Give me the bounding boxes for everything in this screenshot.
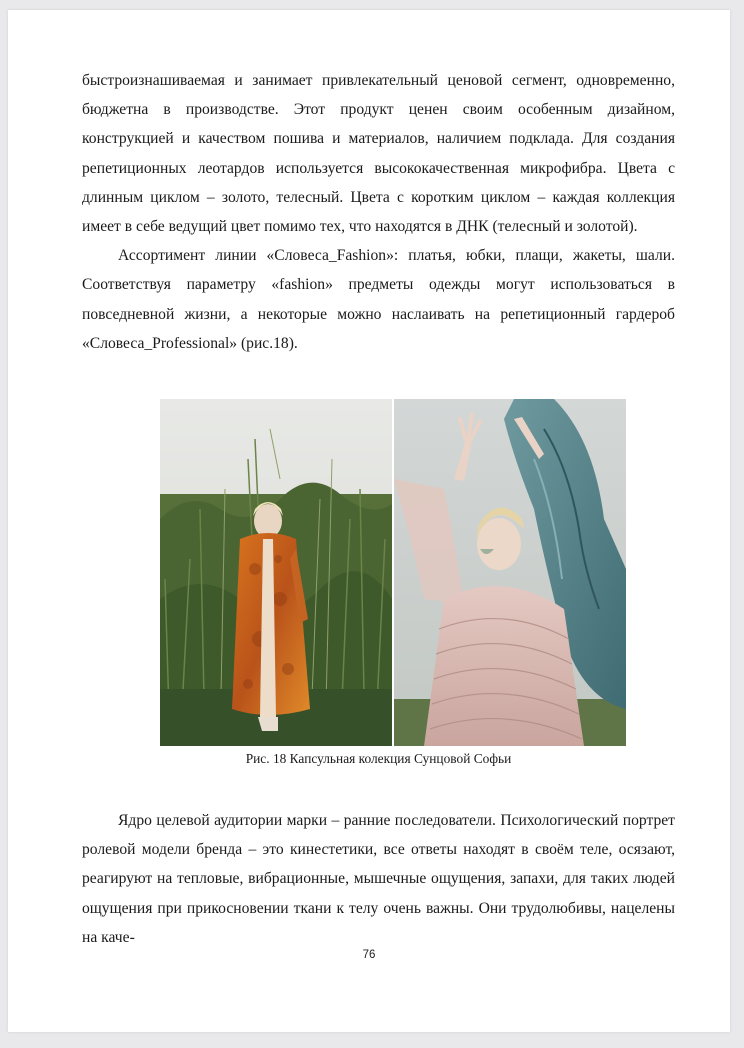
photo-model-orange-coat (160, 399, 392, 746)
paragraph: Ядро целевой аудитории марки – ранние последователи. Психологический портрет ролевой модели бренда – это кинестетики, все ответы находят в своём теле, осязают, реагируют на тепловые, вибрационные, мышечные ощущения, запахи, для таких людей ощущения при прикосновении ткани к телу очень важны. Они трудолюбивы, нацелены на каче- (82, 812, 675, 946)
paragraph: быстроизнашиваемая и занимает привлекательный ценовой сегмент, одновременно, бюджетна в производстве. Этот продукт ценен своим особенным дизайном, конструкцией и качеством пошива и материалов, наличием подклада. Для создания репетиционных леотардов используется высококачественная микрофибра. Цвета с длинным циклом – золото, телесный. Цвета с коротким циклом – каждая коллекция имеет в себе ведущий цвет помимо тех, что находятся в ДНК (телесный и золотой). (82, 72, 675, 236)
figure (160, 399, 626, 746)
page-number: 76 (362, 949, 376, 961)
paragraph: Ассортимент линии «Словеса_Fashion»: платья, юбки, плащи, жакеты, шали. Соответствуя параметру «fashion» предметы одежды могут использоваться в повседневной жизни, а некоторые можно наслаивать на репетиционный гардероб «Словеса_Professional» (рис.18). (82, 247, 675, 352)
text-block-bottom (82, 806, 675, 952)
text-block-top (82, 66, 675, 358)
figure-caption: Рис. 18 Капсульная колекция Сунцовой Софьи (245, 751, 512, 766)
photo-model-pleated-dress (394, 399, 626, 746)
document-page (8, 10, 730, 1032)
